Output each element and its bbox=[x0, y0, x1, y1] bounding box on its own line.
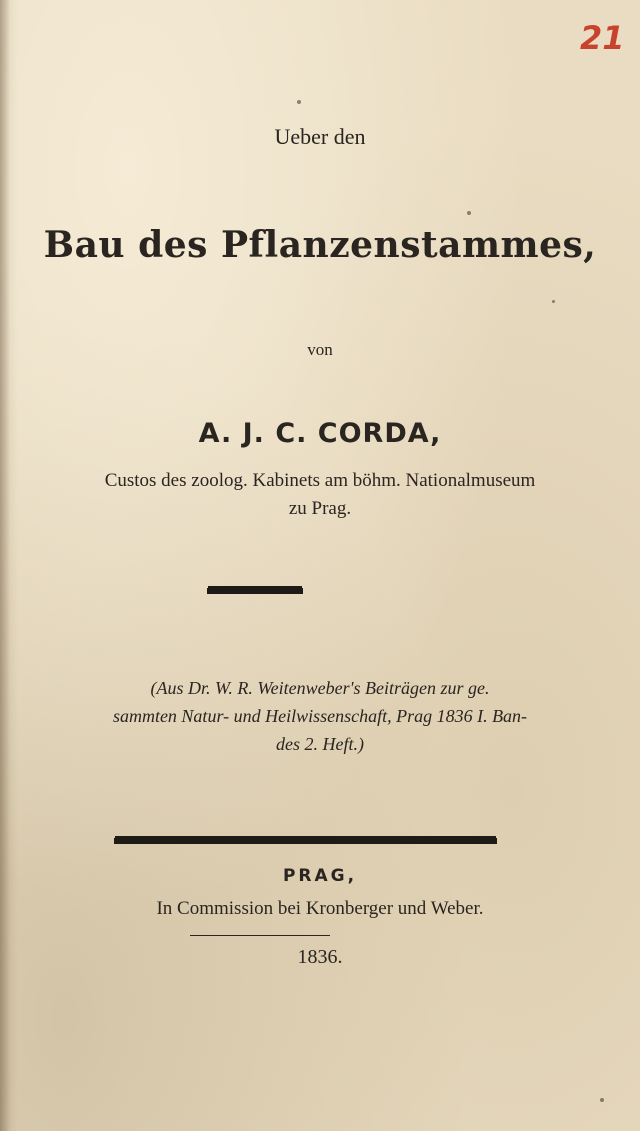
author-affiliation-line-2: zu Prag. bbox=[288, 498, 352, 519]
foxing-speck bbox=[552, 300, 555, 303]
source-note-line-3: des 2. Heft.) bbox=[276, 734, 364, 754]
author-affiliation-line-1: Custos des zoolog. Kabinets am böhm. Nationalmuseum bbox=[104, 470, 536, 491]
by-word: von bbox=[307, 340, 333, 359]
source-note-line-2: sammten Natur- und Heilwissenschaft, Prag 1836 I. Ban- bbox=[112, 706, 528, 726]
book-title: Bau des Pflanzenstammes, bbox=[43, 224, 597, 266]
ornamental-rule-short bbox=[207, 588, 303, 594]
imprint-place: PRAG, bbox=[282, 866, 358, 886]
shelfmark-number: 21 bbox=[580, 19, 625, 57]
foxing-speck bbox=[467, 211, 471, 215]
ornamental-rule-long bbox=[114, 838, 497, 844]
foxing-speck bbox=[600, 1098, 604, 1102]
source-note-line-1: (Aus Dr. W. R. Weitenweber's Beiträgen zur ge. bbox=[150, 678, 490, 698]
author-name: A. J. C. CORDA, bbox=[198, 418, 442, 449]
pre-title: Ueber den bbox=[274, 124, 366, 149]
imprint-year: 1836. bbox=[297, 946, 343, 968]
thin-rule bbox=[190, 935, 330, 936]
foxing-speck bbox=[297, 100, 301, 104]
imprint-publisher: In Commission bei Kronberger und Weber. bbox=[156, 898, 484, 919]
